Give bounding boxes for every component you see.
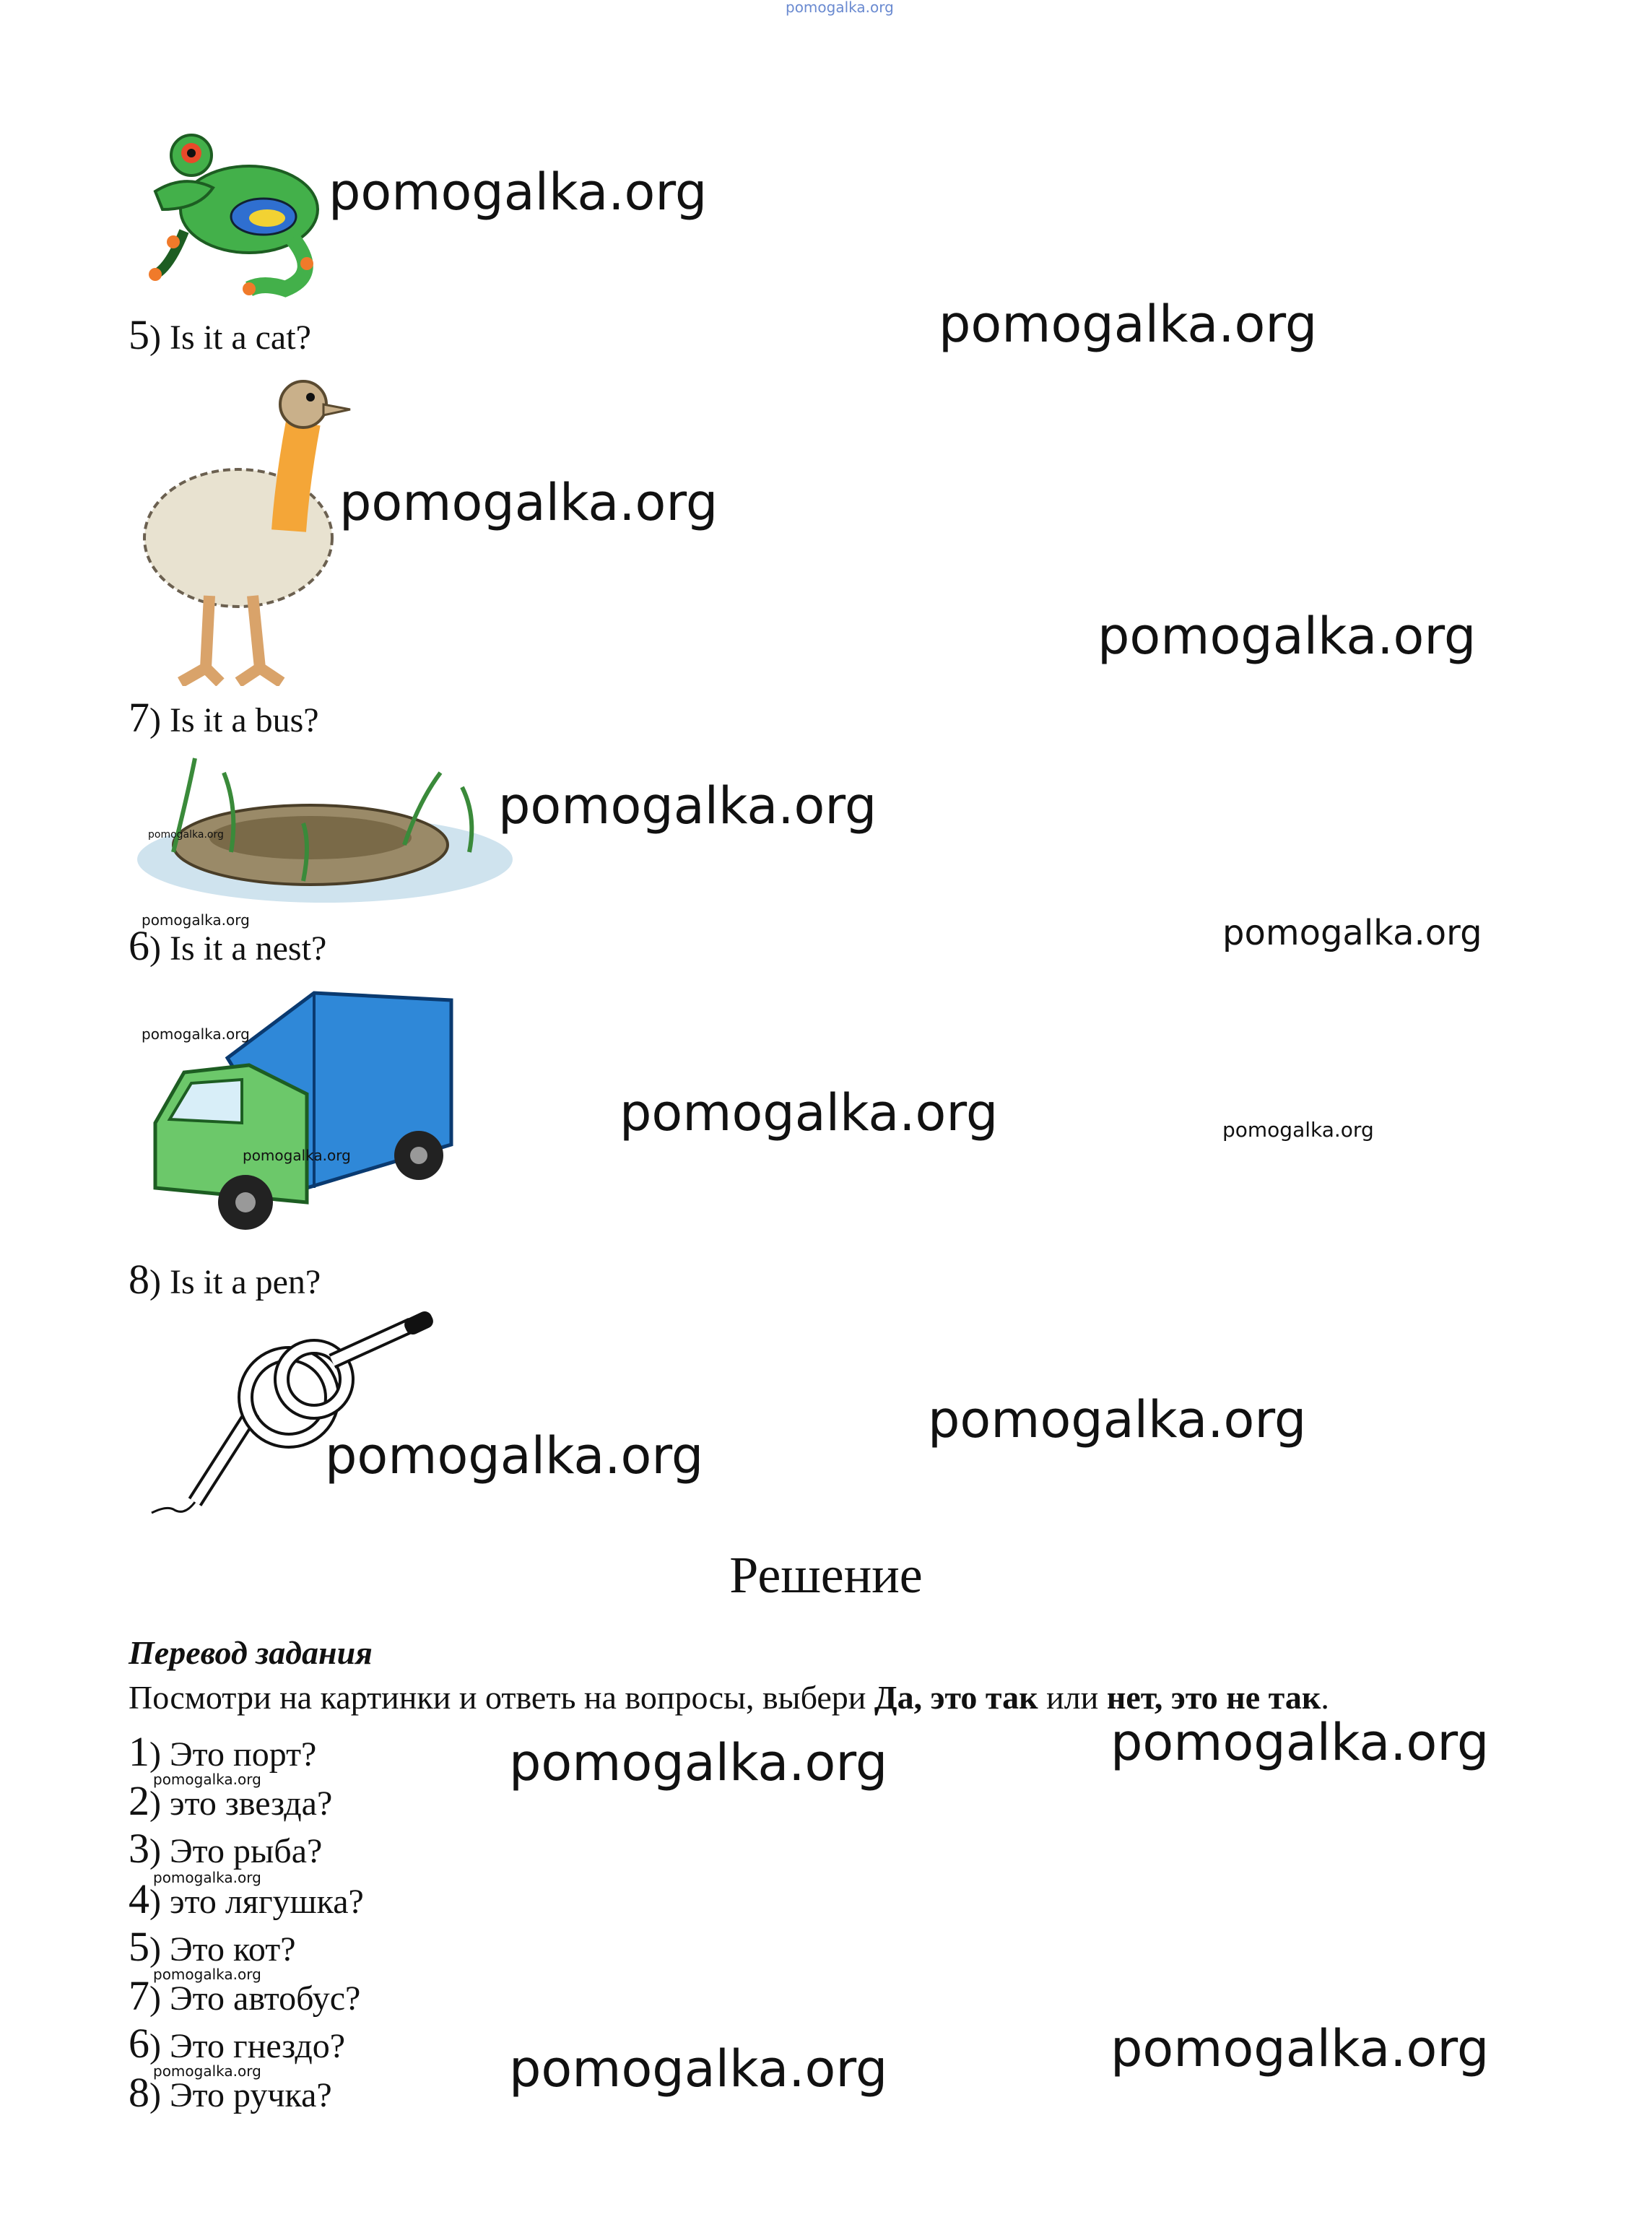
watermark: pomogalka.org xyxy=(939,295,1318,354)
answer-number: 8 xyxy=(129,2069,149,2116)
watermark: pomogalka.org xyxy=(153,1966,261,1983)
watermark: pomogalka.org xyxy=(509,2039,888,2099)
watermark: pomogalka.org xyxy=(153,1771,261,1788)
answer-number: 7 xyxy=(129,1972,149,2019)
solution-heading: Решение xyxy=(729,1546,923,1604)
watermark: pomogalka.org xyxy=(1110,1713,1490,1772)
answer-number: 5 xyxy=(129,1923,149,1970)
watermark: pomogalka.org xyxy=(142,1025,250,1043)
question-5 xyxy=(129,311,311,359)
answer-5 xyxy=(129,1922,296,1971)
answer-6 xyxy=(129,2019,345,2067)
instruction-mid: или xyxy=(1038,1679,1107,1716)
watermark: pomogalka.org xyxy=(509,1733,888,1792)
answer-number: 4 xyxy=(129,1875,149,1922)
instruction-end: . xyxy=(1321,1679,1329,1716)
knotted-pen-image xyxy=(144,1311,448,1520)
instruction xyxy=(129,1678,1329,1717)
instruction-start: Посмотри на картинки и ответь на вопросы, выбери xyxy=(129,1679,874,1716)
answer-text: ) Это кот? xyxy=(149,1930,296,1969)
watermark: pomogalka.org xyxy=(243,1147,351,1164)
answer-3 xyxy=(129,1824,322,1872)
question-number: 8 xyxy=(129,1256,149,1303)
question-text: ) Is it a bus? xyxy=(149,701,319,739)
watermark: pomogalka.org xyxy=(928,1390,1307,1449)
answer-8 xyxy=(129,2068,332,2117)
answer-number: 6 xyxy=(129,2020,149,2067)
answer-text: ) Это гнездо? xyxy=(149,2027,346,2065)
answer-text: ) это лягушка? xyxy=(149,1883,364,1921)
answer-1 xyxy=(129,1727,316,1776)
answer-7 xyxy=(129,1971,360,2020)
question-6 xyxy=(129,921,326,970)
watermark: pomogalka.org xyxy=(153,1869,261,1886)
answer-text: ) Это рыба? xyxy=(149,1832,323,1870)
watermark: pomogalka.org xyxy=(142,911,250,929)
frog-image xyxy=(141,123,343,300)
answer-number: 2 xyxy=(129,1777,149,1824)
answer-4 xyxy=(129,1875,364,1923)
watermark: pomogalka.org xyxy=(620,1083,999,1142)
instruction-yes: Да, это так xyxy=(874,1679,1038,1716)
watermark: pomogalka.org xyxy=(498,776,877,836)
answer-number: 3 xyxy=(129,1825,149,1872)
watermark: pomogalka.org xyxy=(148,829,224,841)
answer-number: 1 xyxy=(129,1728,149,1775)
top-watermark: pomogalka.org xyxy=(786,0,894,16)
question-text: ) Is it a nest? xyxy=(149,929,327,968)
instruction-no: нет, это не так xyxy=(1106,1679,1321,1716)
watermark: pomogalka.org xyxy=(1222,1118,1374,1142)
watermark: pomogalka.org xyxy=(329,162,708,222)
answer-text: ) это звезда? xyxy=(149,1784,333,1823)
answer-text: ) Это автобус? xyxy=(149,1979,361,2018)
question-text: ) Is it a cat? xyxy=(149,318,311,357)
answer-2 xyxy=(129,1776,332,1825)
watermark: pomogalka.org xyxy=(339,473,718,532)
watermark: pomogalka.org xyxy=(325,1426,704,1485)
question-number: 7 xyxy=(129,694,149,741)
watermark: pomogalka.org xyxy=(1222,913,1482,953)
question-number: 5 xyxy=(129,311,149,358)
watermark: pomogalka.org xyxy=(153,2062,261,2080)
question-text: ) Is it a pen? xyxy=(149,1263,321,1301)
answer-text: ) Это ручка? xyxy=(149,2076,332,2114)
question-number: 6 xyxy=(129,922,149,969)
translation-title: Перевод задания xyxy=(129,1634,373,1671)
watermark: pomogalka.org xyxy=(1110,2019,1490,2078)
ostrich-image xyxy=(137,365,361,686)
question-8 xyxy=(129,1255,321,1303)
watermark: pomogalka.org xyxy=(1097,607,1477,666)
truck-image xyxy=(141,978,466,1246)
question-7 xyxy=(129,693,319,742)
answer-text: ) Это порт? xyxy=(149,1735,317,1774)
